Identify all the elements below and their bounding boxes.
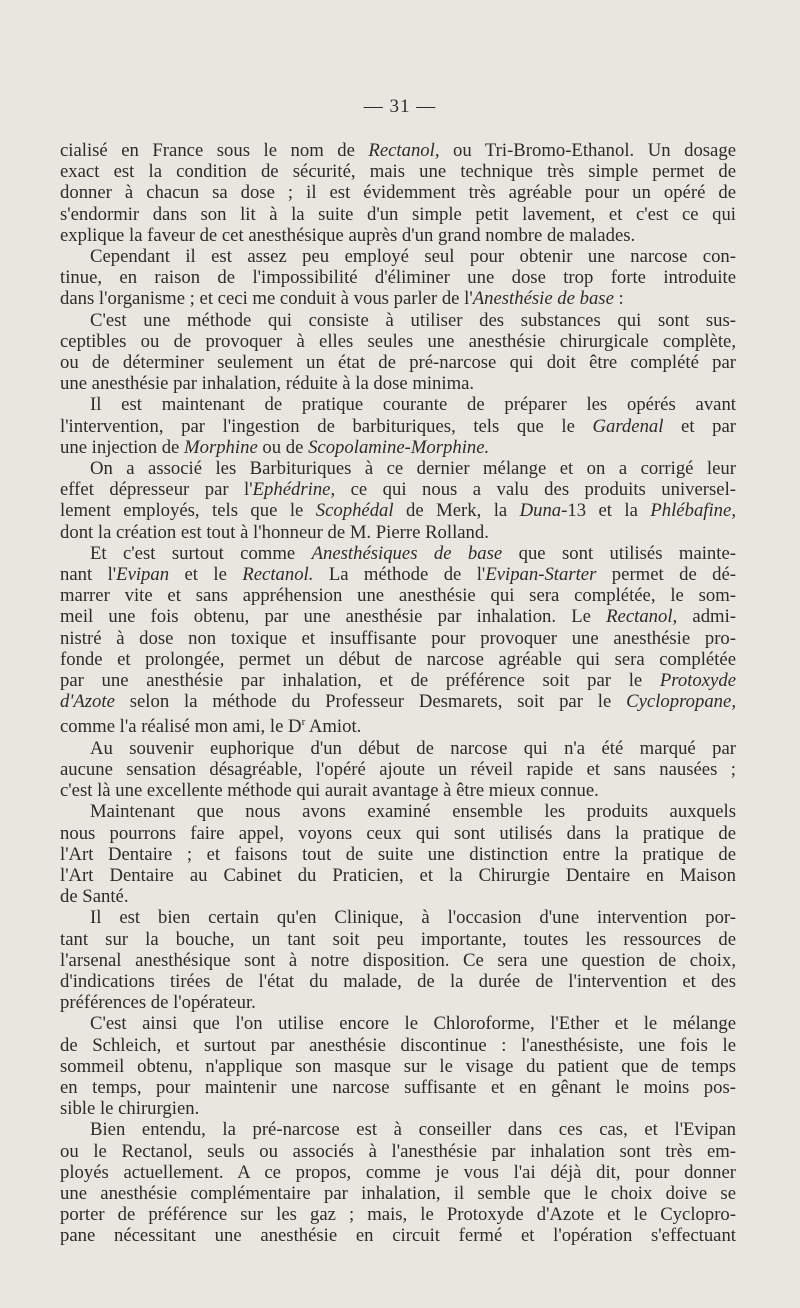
text-segment: effet dépresseur par l' bbox=[60, 479, 253, 501]
text-line bbox=[60, 823, 736, 844]
italic-text: Anesthésie de base bbox=[472, 288, 614, 310]
text-segment: de Merk, la bbox=[393, 500, 520, 522]
text-line bbox=[60, 759, 736, 780]
text-segment: permet de dé- bbox=[596, 564, 736, 586]
text-segment: ce qui nous a valu des produits universel- bbox=[335, 479, 736, 501]
italic-text: Duna bbox=[519, 500, 562, 522]
text-line bbox=[60, 140, 736, 161]
italic-text: Protoxyde bbox=[659, 670, 736, 692]
text-segment: ceptibles ou de provoquer à elles seules une anesthésie chirurgicale complète, bbox=[60, 330, 736, 352]
text-segment: par une anesthésie par inhalation, et de préférence soit par le bbox=[60, 670, 660, 692]
text-line bbox=[60, 844, 736, 865]
text-segment: ou de déterminer seulement un état de pré-narcose qui doit être complété par bbox=[60, 352, 736, 374]
italic-text: Rectanol, bbox=[606, 606, 678, 628]
text-segment: Au souvenir euphorique d'un début de narcose qui n'a été marqué par bbox=[90, 737, 736, 759]
text-segment: Bien entendu, la pré-narcose est à conseiller dans ces cas, et l'Evipan bbox=[90, 1119, 736, 1141]
text-segment: l'Art Dentaire au Cabinet du Praticien, et la Chirurgie Dentaire en Maison bbox=[60, 864, 736, 886]
text-line bbox=[60, 310, 736, 331]
text-segment: marrer vite et sans appréhension une anesthésie qui sera complétée, le som- bbox=[60, 585, 736, 607]
text-line bbox=[60, 801, 736, 822]
text-line bbox=[60, 331, 736, 352]
text-line bbox=[60, 691, 736, 712]
text-line bbox=[60, 1204, 736, 1225]
text-segment: une injection de bbox=[60, 436, 185, 458]
text-segment: sible le chirurgien. bbox=[60, 1098, 200, 1120]
text-line bbox=[60, 161, 736, 182]
text-line bbox=[60, 907, 736, 928]
italic-text: Anesthésiques de base bbox=[311, 542, 503, 564]
text-line bbox=[60, 437, 736, 458]
text-segment: C'est une méthode qui consiste à utiliser des substances qui sont sus- bbox=[90, 309, 736, 331]
text-segment: Il est maintenant de pratique courante de préparer les opérés avant bbox=[90, 394, 736, 416]
text-segment: lement employés, tels que le bbox=[60, 500, 316, 522]
text-segment: l'intervention, par l'ingestion de barbituriques, tels que le bbox=[60, 415, 593, 437]
text-segment: d'indications tirées de l'état du malade, de la durée de l'intervention et des bbox=[60, 970, 736, 992]
text-line bbox=[60, 1098, 736, 1119]
text-segment: cialisé en France sous le nom de bbox=[60, 140, 369, 161]
text-segment: pane nécessitant une anesthésie en circuit fermé et l'opération s'effectuant bbox=[60, 1225, 736, 1247]
text-segment: c'est là une excellente méthode qui aurait avantage à être mieux connue. bbox=[60, 780, 599, 802]
text-segment: -13 et la bbox=[561, 500, 651, 522]
italic-text: Scophédal bbox=[315, 500, 394, 522]
page-number: — 31 — bbox=[363, 96, 437, 117]
italic-text: Gardenal bbox=[592, 415, 664, 437]
text-line bbox=[60, 865, 736, 886]
text-line bbox=[60, 1162, 736, 1183]
text-line bbox=[60, 1077, 736, 1098]
text-segment: nant l' bbox=[60, 564, 117, 586]
italic-text: Cyclopropane, bbox=[626, 691, 736, 713]
italic-text: Morphine bbox=[184, 436, 258, 458]
text-segment: sommeil obtenu, n'applique son masque sur le visage du patient que de temps bbox=[60, 1055, 736, 1077]
text-line bbox=[60, 182, 736, 203]
text-segment: et par bbox=[663, 415, 736, 437]
text-segment: l'arsenal anesthésique sont à notre disposition. Ce sera une question de choix, bbox=[60, 949, 736, 971]
text-segment: porter de préférence sur les gaz ; mais, le Protoxyde d'Azote et le Cyclopro- bbox=[60, 1204, 736, 1226]
italic-text: Rectanol, bbox=[368, 140, 440, 161]
text-line bbox=[60, 1225, 736, 1246]
text-line bbox=[60, 1056, 736, 1077]
italic-text: Rectanol. bbox=[242, 564, 314, 586]
text-line bbox=[60, 543, 736, 564]
text-segment: Amiot. bbox=[305, 716, 362, 738]
text-line bbox=[60, 246, 736, 267]
text-segment: nous pourrons faire appel, voyons ceux qui sont utilisés dans la pratique de bbox=[60, 822, 736, 844]
text-segment: Il est bien certain qu'en Clinique, à l'occasion d'une intervention por- bbox=[90, 907, 736, 929]
text-line bbox=[60, 373, 736, 394]
text-line bbox=[60, 606, 736, 627]
text-segment: explique la faveur de cet anesthésique auprès d'un grand nombre de malades. bbox=[60, 224, 636, 246]
text-line bbox=[60, 522, 736, 543]
text-line bbox=[60, 649, 736, 670]
text-segment: C'est ainsi que l'on utilise encore le Chloroforme, l'Ether et le mélange bbox=[90, 1013, 736, 1035]
body-text bbox=[60, 140, 736, 1247]
text-line bbox=[60, 564, 736, 585]
text-segment: dans l'organisme ; et ceci me conduit à vous parler de l' bbox=[60, 288, 473, 310]
text-line bbox=[60, 416, 736, 437]
text-segment: en temps, pour maintenir une narcose suffisante et en gênant le moins pos- bbox=[60, 1076, 736, 1098]
text-segment: Maintenant que nous avons examiné ensemble les produits auxquels bbox=[90, 801, 736, 823]
text-line bbox=[60, 1141, 736, 1162]
text-segment: dont la création est tout à l'honneur de M. Pierre Rolland. bbox=[60, 521, 489, 543]
text-segment: et le bbox=[169, 564, 243, 586]
text-segment: On a associé les Barbituriques à ce dernier mélange et on a corrigé leur bbox=[90, 458, 736, 480]
text-segment: tinue, en raison de l'impossibilité d'éliminer une dose trop forte introduite bbox=[60, 267, 736, 289]
italic-text: Scopolamine-Morphine. bbox=[308, 436, 490, 458]
text-line bbox=[60, 394, 736, 415]
text-segment: ou de bbox=[257, 436, 309, 458]
text-segment: préférences de l'opérateur. bbox=[60, 992, 256, 1014]
text-segment: ou Tri-Bromo-Ethanol. Un dosage bbox=[439, 140, 736, 161]
italic-text: Evipan bbox=[116, 564, 170, 586]
italic-text: d'Azote bbox=[60, 691, 115, 713]
text-line bbox=[60, 929, 736, 950]
text-line bbox=[60, 992, 736, 1013]
text-segment: une anesthésie par inhalation, réduite à la dose minima. bbox=[60, 373, 475, 395]
italic-text: Evipan-Starter bbox=[485, 564, 597, 586]
text-line bbox=[60, 780, 736, 801]
text-segment: nistré à dose non toxique et insuffisante pour provoquer une anesthésie pro- bbox=[60, 627, 736, 649]
text-line bbox=[60, 950, 736, 971]
text-line bbox=[60, 1013, 736, 1034]
text-line bbox=[60, 971, 736, 992]
text-segment: exact est la condition de sécurité, mais une technique très simple permet de bbox=[60, 161, 736, 183]
text-line bbox=[60, 628, 736, 649]
text-segment: selon la méthode du Professeur Desmarets, soit par le bbox=[114, 691, 627, 713]
text-segment: tant sur la bouche, un tant soit peu importante, toutes les ressources de bbox=[60, 928, 736, 950]
text-segment: fonde et prolongée, permet un début de narcose agréable qui sera complétée bbox=[60, 648, 736, 670]
text-segment: : bbox=[613, 288, 624, 310]
text-line bbox=[60, 1035, 736, 1056]
text-segment: La méthode de l' bbox=[313, 564, 486, 586]
text-segment: ployés actuellement. A ce propos, comme je vous l'ai déjà dit, pour donner bbox=[60, 1161, 736, 1183]
text-segment: une anesthésie complémentaire par inhalation, il semble que le choix doive se bbox=[60, 1182, 736, 1204]
superscript-text: r bbox=[301, 716, 306, 729]
text-line bbox=[60, 738, 736, 759]
text-segment: de Santé. bbox=[60, 886, 129, 908]
text-line bbox=[60, 204, 736, 225]
text-line bbox=[60, 500, 736, 521]
text-segment: admi- bbox=[677, 606, 736, 628]
italic-text: Phlébafine, bbox=[650, 500, 736, 522]
text-segment: donner à chacun sa dose ; il est évidemment très agréable pour un opéré de bbox=[60, 182, 736, 204]
text-segment: Et c'est surtout comme bbox=[90, 542, 312, 564]
text-segment: que sont utilisés mainte- bbox=[502, 542, 736, 564]
text-line bbox=[60, 886, 736, 907]
text-segment: meil une fois obtenu, par une anesthésie par inhalation. Le bbox=[60, 606, 607, 628]
text-line bbox=[60, 352, 736, 373]
text-line bbox=[60, 458, 736, 479]
text-line bbox=[60, 1183, 736, 1204]
text-line bbox=[60, 1119, 736, 1140]
text-segment: s'endormir dans son lit à la suite d'un simple petit lavement, et c'est ce qui bbox=[60, 203, 736, 225]
text-segment: l'Art Dentaire ; et faisons tout de suite une distinction entre la pratique de bbox=[60, 843, 736, 865]
italic-text: Ephédrine, bbox=[252, 479, 336, 501]
text-line bbox=[60, 712, 736, 737]
text-line bbox=[60, 479, 736, 500]
text-line bbox=[60, 585, 736, 606]
text-segment: de Schleich, et surtout par anesthésie discontinue : l'anesthésiste, une fois le bbox=[60, 1034, 736, 1056]
text-line bbox=[60, 225, 736, 246]
text-segment: Cependant il est assez peu employé seul pour obtenir une narcose con- bbox=[90, 246, 736, 268]
text-line bbox=[60, 670, 736, 691]
text-segment: ou le Rectanol, seuls ou associés à l'anesthésie par inhalation sont très em- bbox=[60, 1140, 736, 1162]
text-segment: aucune sensation désagréable, l'opéré ajoute un réveil rapide et sans nausées ; bbox=[60, 758, 736, 780]
text-line bbox=[60, 288, 736, 309]
text-line bbox=[60, 267, 736, 288]
text-segment: comme l'a réalisé mon ami, le D bbox=[60, 716, 302, 738]
